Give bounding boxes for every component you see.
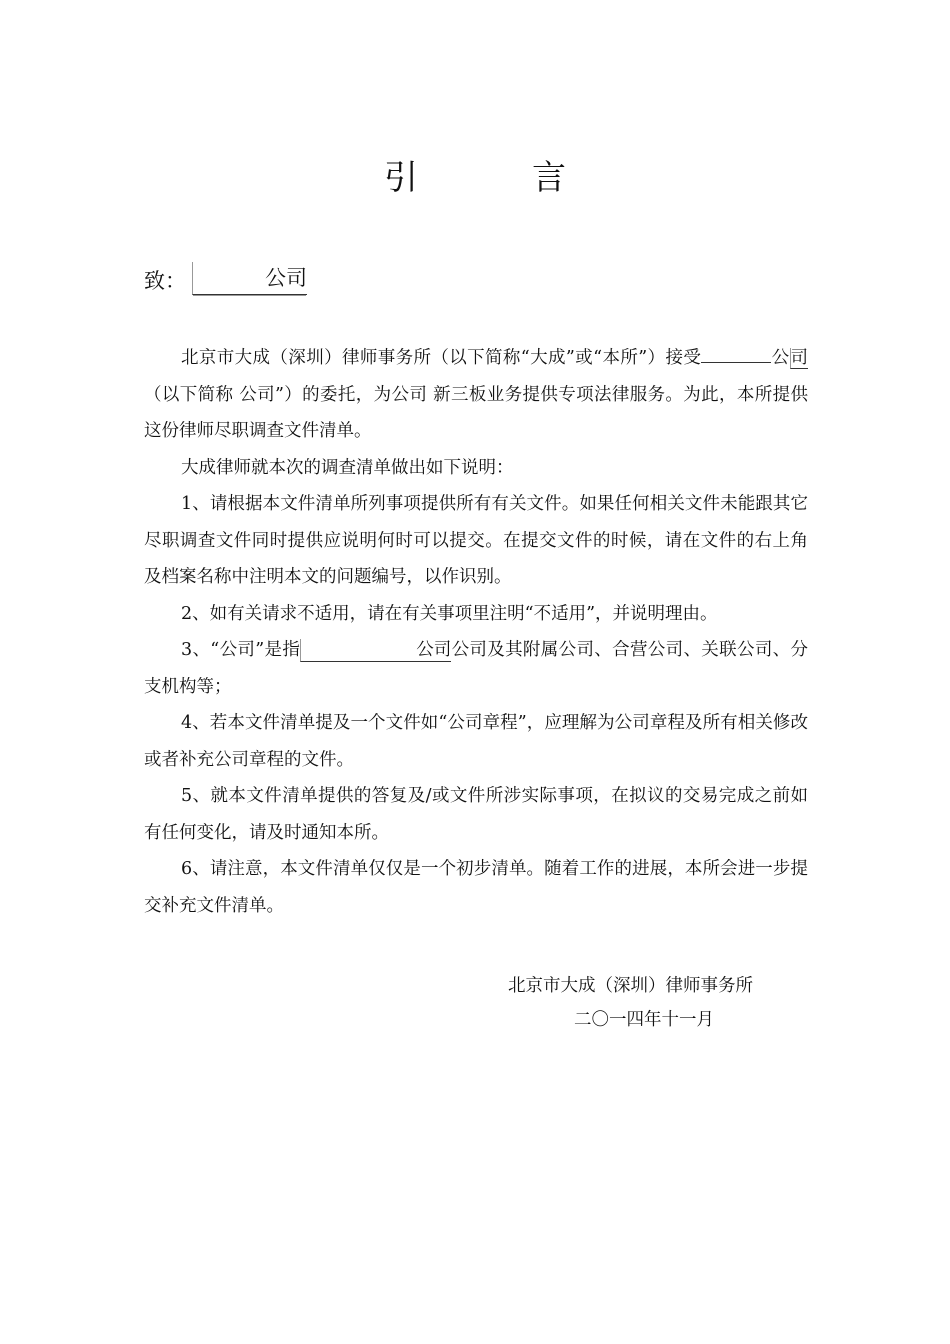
item-3-text-1: 3、“公司”是指 bbox=[181, 640, 301, 660]
item-6: 6、请注意，本文件清单仅仅是一个初步清单。随着工作的进展，本所会进一步提交补充文件清单。 bbox=[144, 859, 808, 916]
salutation bbox=[144, 262, 307, 295]
item-5: 5、就本文件清单提供的答复及/或文件所涉实际事项，在拟议的交易完成之前如有任何变化，请及时通知本所。 bbox=[144, 786, 808, 843]
intro-blank bbox=[701, 344, 771, 363]
intro-text-2: （以下简称 公司”）的委托，为公司 新三板业务提供专项法律服务。为此，本所提供这份律师尽职调查文件清单。 bbox=[144, 384, 808, 441]
intro-company-a: 公 bbox=[771, 348, 790, 368]
item-2: 2、如有关请求不适用，请在有关事项里注明“不适用”，并说明理由。 bbox=[181, 603, 718, 624]
item-3-company-field bbox=[300, 639, 451, 662]
body-text bbox=[144, 340, 808, 924]
signature-date: 二〇一四年十一月 bbox=[574, 1010, 714, 1030]
intro-text-1: 北京市大成（深圳）律师事务所（以下简称“大成”或“本所”）接受 bbox=[181, 348, 702, 368]
intro-company-b: 司 bbox=[790, 348, 808, 368]
intro-paragraph bbox=[144, 340, 808, 450]
item-4: 4、若本文件清单提及一个文件如“公司章程”，应理解为公司章程及所有相关修改或者补充公司章程的文件。 bbox=[144, 713, 808, 770]
page-title: 引 言 bbox=[384, 158, 606, 198]
explain-paragraph: 大成律师就本次的调查清单做出如下说明： bbox=[181, 457, 514, 478]
item-3-text-2: 公司及其附属公司、合营公司、关联公司、分支机构等； bbox=[144, 640, 808, 697]
item-3-company: 公司 bbox=[416, 640, 452, 660]
item-1: 1、请根据本文件清单所列事项提供所有有关文件。如果任何相关文件未能跟其它尽职调查文件同时提供应说明何时可以提交。在提交文件的时候，请在文件的右上角及档案名称中注明本文的问题编号，以作识别。 bbox=[144, 494, 808, 587]
item-3 bbox=[144, 632, 808, 705]
salutation-company: 公司 bbox=[265, 266, 307, 290]
signature: 北京市大成（深圳）律师事务所 bbox=[508, 976, 753, 996]
salutation-prefix: 致： bbox=[144, 269, 186, 293]
salutation-company-field bbox=[192, 262, 307, 295]
